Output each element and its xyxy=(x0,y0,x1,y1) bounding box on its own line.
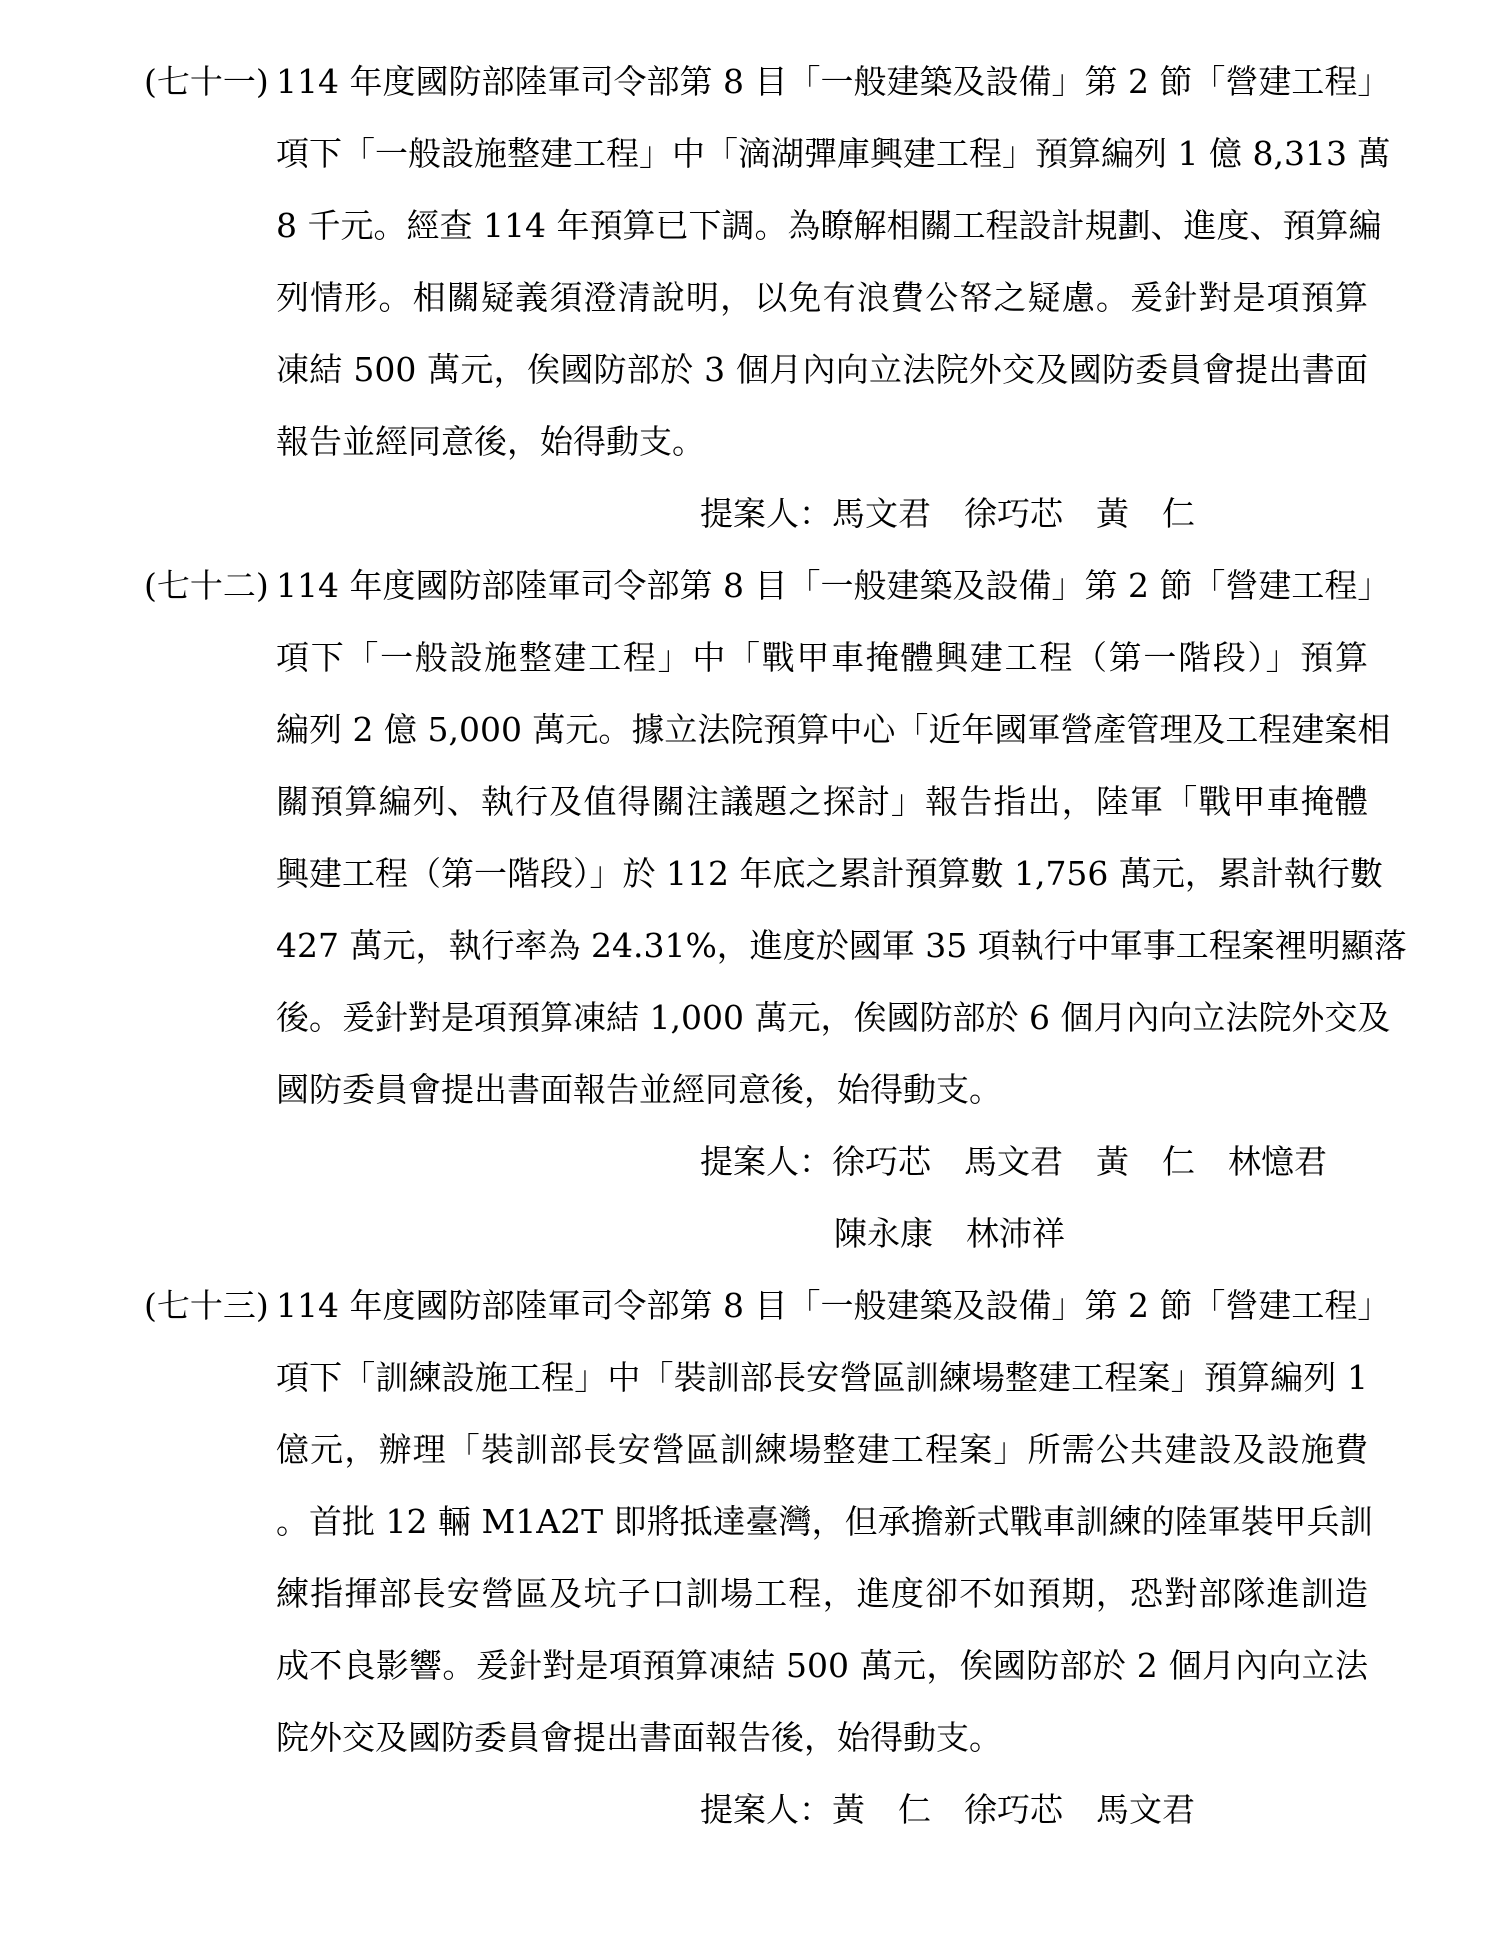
item-text-line: 國防委員會提出書面報告並經同意後，始得動支。 xyxy=(276,1070,1002,1109)
item-number: (七十一) xyxy=(144,62,269,101)
item-text-line: 凍結 500 萬元，俟國防部於 3 個月內向立法院外交及國防委員會提出書面 xyxy=(276,350,1368,389)
proposers-line: 提案人：徐巧芯 馬文君 黃 仁 林憶君 xyxy=(700,1142,1327,1181)
item-text-line: 114 年度國防部陸軍司令部第 8 目「一般建築及設備」第 2 節「營建工程」 xyxy=(276,566,1391,605)
item-number: (七十二) xyxy=(144,566,269,605)
item-text-line: 列情形。相關疑義須澄清說明，以免有浪費公帑之疑慮。爰針對是項預算 xyxy=(276,278,1368,317)
item-text-line: 興建工程（第一階段）」於 112 年底之累計預算數 1,756 萬元，累計執行數 xyxy=(276,854,1383,893)
item-text-line: 427 萬元，執行率為 24.31%，進度於國軍 35 項執行中軍事工程案裡明顯落 xyxy=(276,926,1407,965)
item-text-line: 院外交及國防委員會提出書面報告後，始得動支。 xyxy=(276,1718,1002,1757)
proposers-line: 提案人：黃 仁 徐巧芯 馬文君 xyxy=(700,1790,1195,1829)
proposers-line: 提案人：馬文君 徐巧芯 黃 仁 xyxy=(700,494,1195,533)
item-text-line: 關預算編列、執行及值得關注議題之探討」報告指出，陸軍「戰甲車掩體 xyxy=(276,782,1368,821)
item-text-line: 編列 2 億 5,000 萬元。據立法院預算中心「近年國軍營產管理及工程建案相 xyxy=(276,710,1391,749)
item-text-line: 項下「一般設施整建工程」中「滴湖彈庫興建工程」預算編列 1 億 8,313 萬 xyxy=(276,134,1391,173)
item-text-line: 項下「訓練設施工程」中「裝訓部長安營區訓練場整建工程案」預算編列 1 xyxy=(276,1358,1368,1397)
item-text-line: 。首批 12 輛 M1A2T 即將抵達臺灣，但承擔新式戰車訓練的陸軍裝甲兵訓 xyxy=(276,1502,1373,1541)
item-text-line: 報告並經同意後，始得動支。 xyxy=(276,422,705,461)
item-text-line: 練指揮部長安營區及坑子口訓場工程，進度卻不如預期，恐對部隊進訓造 xyxy=(276,1574,1368,1613)
item-text-line: 億元，辦理「裝訓部長安營區訓練場整建工程案」所需公共建設及設施費 xyxy=(276,1430,1368,1469)
item-number: (七十三) xyxy=(144,1286,269,1325)
item-text-line: 項下「一般設施整建工程」中「戰甲車掩體興建工程（第一階段）」預算 xyxy=(276,638,1368,677)
proposers-line: 陳永康 林沛祥 xyxy=(834,1214,1065,1253)
item-text-line: 成不良影響。爰針對是項預算凍結 500 萬元，俟國防部於 2 個月內向立法 xyxy=(276,1646,1368,1685)
item-text-line: 後。爰針對是項預算凍結 1,000 萬元，俟國防部於 6 個月內向立法院外交及 xyxy=(276,998,1391,1037)
item-text-line: 8 千元。經查 114 年預算已下調。為瞭解相關工程設計規劃、進度、預算編 xyxy=(276,206,1382,245)
item-text-line: 114 年度國防部陸軍司令部第 8 目「一般建築及設備」第 2 節「營建工程」 xyxy=(276,1286,1391,1325)
item-text-line: 114 年度國防部陸軍司令部第 8 目「一般建築及設備」第 2 節「營建工程」 xyxy=(276,62,1391,101)
